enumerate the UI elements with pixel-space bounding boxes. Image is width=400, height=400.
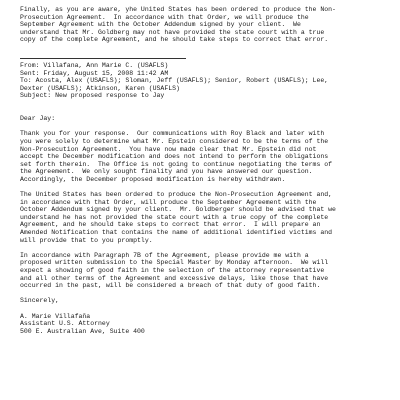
text-line: understand that Mr. Goldberg may not have provided the state court with a true <box>20 28 325 36</box>
text-line: September Agreement with the October Addendum signed by your client. We <box>20 21 301 29</box>
text-line: you were solely to determine what Mr. Epstein considered to be the terms of the <box>20 137 329 145</box>
text-line: set forth therein. The Office is not going to continue negotiating the terms of <box>20 160 333 168</box>
text-line: expect a showing of good faith in the selection of the attorney representative <box>20 267 325 274</box>
email-document <box>20 6 386 335</box>
text-line: accept the December modification and does not intend to perform the obligations <box>20 153 329 161</box>
header-sent: Sent: Friday, August 15, 2008 11:42 AM <box>20 69 169 77</box>
email-header <box>20 62 386 100</box>
signature-address: 500 E. Australian Ave, Suite 400 <box>20 327 145 335</box>
text-line: The United States has been ordered to produce the Non-Prosecution Agreement and, <box>20 191 333 199</box>
header-from: From: Villafana, Ann Marie C. (USAFLS) <box>20 61 169 69</box>
signature-title: Assistant U.S. Attorney <box>20 320 110 328</box>
body-paragraph-2 <box>20 191 386 244</box>
text-line: In accordance with Paragraph 7B of the Agreement, please provide me with a <box>20 251 309 259</box>
text-line: October Addendum signed by your client. Mr. Goldberger should be advised that we <box>20 206 336 214</box>
text-line: occurred in the past, will be considered a breach of that duty of good faith. <box>20 282 321 290</box>
text-line: Prosecution Agreement. In accordance with that Order, we will produce the <box>20 13 309 21</box>
text-line: will provide that to you promptly. <box>20 236 153 244</box>
body-paragraph-3 <box>20 252 386 290</box>
text-line: Amended Notification that contains the name of additional identified victims and <box>20 229 333 237</box>
text-line: the Agreement. We only sought finality and you have answered our question. <box>20 168 313 176</box>
header-to-cont: Dexter (USAFLS); Atkinson, Karen (USAFLS) <box>20 84 180 92</box>
intro-paragraph <box>20 6 386 44</box>
text-line: proposed written submission to the Special Master by Monday afternoon. We will <box>20 259 329 267</box>
closing: Sincerely, <box>20 297 60 305</box>
text-line: copy of the complete Agreement, and he should take steps to correct that error. <box>20 36 329 44</box>
text-line: Non-Prosecution Agreement. You have now made clear that Mr. Epstein did not <box>20 145 317 153</box>
header-divider <box>20 58 186 59</box>
text-line: Thank you for your response. Our communications with Roy Black and later with <box>20 130 325 138</box>
salutation: Dear Jay: <box>20 115 56 123</box>
text-line: Agreement, and he should take steps to correct that error. I will prepare an <box>20 221 321 229</box>
text-line: and all other terms of the Agreement and excessive delays, like those that have <box>20 274 329 282</box>
header-subject: Subject: New proposed response to Jay <box>20 92 165 100</box>
header-to: To: Acosta, Alex (USAFLS); Sloman, Jeff (USAFLS); Senior, Robert (USAFLS); Lee, <box>20 77 329 85</box>
text-line: Finally, as you are aware, yhe United States has been ordered to produce the Non- <box>20 6 336 13</box>
text-line: in accordance with that Order, will produce the September Agreement with the <box>20 198 317 206</box>
signature-block <box>20 313 386 336</box>
signature-name: A. Marie Villafaña <box>20 312 91 320</box>
text-line: understand he has not provided the state court with a true copy of the complete <box>20 213 329 221</box>
text-line: Accordingly, the December proposed modification is hereby withdrawn. <box>20 175 286 183</box>
body-paragraph-1 <box>20 130 386 183</box>
